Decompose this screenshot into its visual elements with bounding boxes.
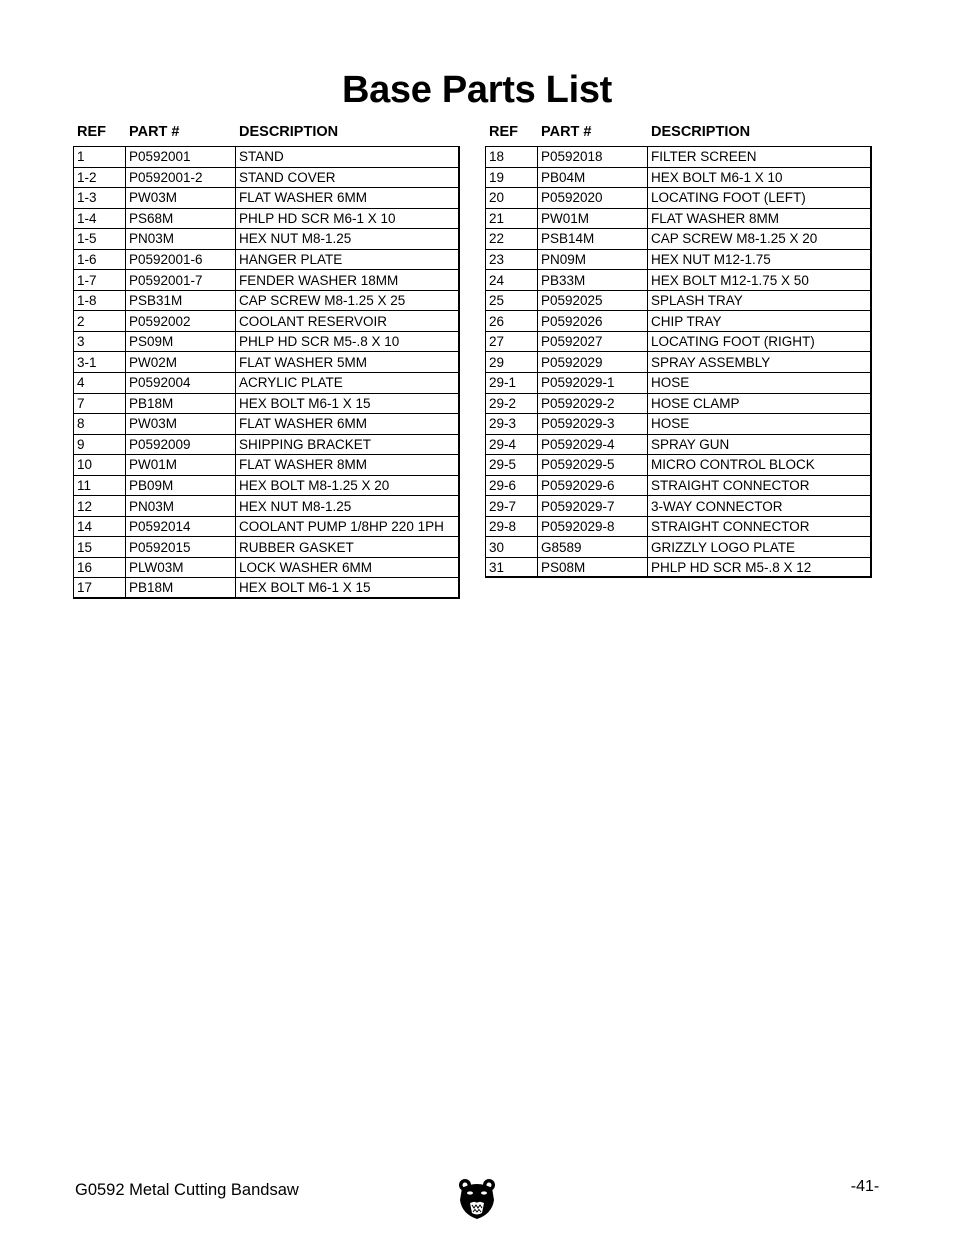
description-cell: RUBBER GASKET — [239, 539, 354, 555]
description-cell: FENDER WASHER 18MM — [239, 272, 399, 288]
ref-cell: 8 — [74, 414, 126, 434]
header-part-number: PART # — [129, 124, 180, 140]
part-number-cell: PN03M — [126, 229, 236, 249]
header-ref: REF — [489, 124, 518, 140]
description-cell: FLAT WASHER 8MM — [239, 457, 368, 473]
description-cell: HEX NUT M12-1.75 — [651, 252, 771, 267]
page-title: Base Parts List — [341, 69, 613, 111]
description-cell: ACRYLIC PLATE — [239, 375, 343, 391]
description-cell: HOSE — [651, 416, 690, 432]
part-number-cell: PW01M — [126, 455, 236, 475]
table-row — [486, 168, 870, 189]
part-number-cell: PN03M — [126, 496, 236, 516]
description-cell: SPRAY GUN — [651, 436, 730, 452]
description-cell: 3-WAY CONNECTOR — [651, 498, 783, 514]
ref-cell: 1-7 — [74, 270, 126, 290]
part-number-cell: PS08M — [538, 558, 648, 577]
description-cell: FILTER SCREEN — [651, 149, 757, 165]
ref-cell: 30 — [486, 537, 538, 557]
ref-cell: 19 — [486, 168, 538, 188]
header-description: DESCRIPTION — [239, 124, 339, 140]
table-row — [74, 229, 458, 250]
description-cell: LOCK WASHER 6MM — [239, 560, 373, 576]
parts-grid — [485, 146, 872, 578]
description-cell: STRAIGHT CONNECTOR — [651, 519, 810, 535]
table-row — [74, 250, 458, 271]
part-number-cell: PLW03M — [126, 558, 236, 578]
ref-cell: 29-1 — [486, 373, 538, 393]
table-row — [486, 394, 870, 415]
part-number-cell: P0592029-1 — [538, 373, 648, 393]
part-number-cell: G8589 — [538, 537, 648, 557]
table-row — [486, 188, 870, 209]
part-number-cell: PB09M — [126, 476, 236, 496]
part-number-cell: PW03M — [126, 188, 236, 208]
table-row — [74, 209, 458, 230]
table-row — [74, 394, 458, 415]
table-row — [74, 537, 458, 558]
table-row — [74, 476, 458, 497]
table-row — [74, 578, 458, 599]
table-row — [486, 476, 870, 497]
part-number-cell: P0592029-2 — [538, 394, 648, 414]
ref-cell: 20 — [486, 188, 538, 208]
description-cell: STAND — [239, 149, 284, 165]
ref-cell: 16 — [74, 558, 126, 578]
ref-cell: 26 — [486, 311, 538, 331]
header-ref: REF — [77, 124, 106, 140]
part-number-cell: P0592029-4 — [538, 435, 648, 455]
table-row — [74, 311, 458, 332]
part-number-cell: P0592025 — [538, 291, 648, 311]
header-description: DESCRIPTION — [651, 124, 751, 140]
description-cell: HEX NUT M8-1.25 — [239, 231, 352, 247]
description-cell: SHIPPING BRACKET — [239, 436, 372, 452]
ref-cell: 29-4 — [486, 435, 538, 455]
table-row — [74, 496, 458, 517]
table-row — [486, 209, 870, 230]
header-part-number: PART # — [541, 124, 592, 140]
description-cell: FLAT WASHER 8MM — [651, 210, 780, 226]
table-row — [486, 270, 870, 291]
table-header-row — [485, 123, 872, 146]
part-number-cell: PW01M — [538, 209, 648, 229]
ref-cell: 29-5 — [486, 455, 538, 475]
table-row — [74, 373, 458, 394]
part-number-cell: P0592002 — [126, 311, 236, 331]
part-number-cell: P0592027 — [538, 332, 648, 352]
ref-cell: 2 — [74, 311, 126, 331]
description-cell: HEX BOLT M6-1 X 10 — [651, 169, 783, 185]
table-row — [486, 435, 870, 456]
table-row — [74, 332, 458, 353]
table-row — [486, 291, 870, 312]
description-cell: LOCATING FOOT (RIGHT) — [651, 334, 815, 350]
description-cell: HEX BOLT M6-1 X 15 — [239, 395, 371, 411]
part-number-cell: P0592014 — [126, 517, 236, 537]
description-cell: PHLP HD SCR M6-1 X 10 — [239, 210, 396, 226]
ref-cell: 29 — [486, 352, 538, 372]
parts-grid — [73, 146, 460, 599]
ref-cell: 14 — [74, 517, 126, 537]
part-number-cell: P0592026 — [538, 311, 648, 331]
table-row — [74, 517, 458, 538]
part-number-cell: P0592001-7 — [126, 270, 236, 290]
table-row — [74, 291, 458, 312]
part-number-cell: P0592018 — [538, 147, 648, 167]
parts-table-right — [485, 123, 872, 578]
part-number-cell: PSB31M — [126, 291, 236, 311]
description-cell: STRAIGHT CONNECTOR — [651, 478, 810, 494]
part-number-cell: PW02M — [126, 352, 236, 372]
description-cell: SPLASH TRAY — [651, 293, 743, 309]
part-number-cell: PS09M — [126, 332, 236, 352]
ref-cell: 21 — [486, 209, 538, 229]
description-cell: GRIZZLY LOGO PLATE — [651, 539, 796, 555]
ref-cell: 22 — [486, 229, 538, 249]
description-cell: HEX BOLT M8-1.25 X 20 — [239, 478, 390, 494]
table-row — [74, 168, 458, 189]
grizzly-bear-icon — [458, 1178, 496, 1220]
description-cell: FLAT WASHER 6MM — [239, 416, 368, 432]
ref-cell: 3-1 — [74, 352, 126, 372]
ref-cell: 3 — [74, 332, 126, 352]
description-cell: SPRAY ASSEMBLY — [651, 354, 771, 370]
table-row — [486, 311, 870, 332]
ref-cell: 25 — [486, 291, 538, 311]
ref-cell: 29-8 — [486, 517, 538, 537]
description-cell: CAP SCREW M8-1.25 X 20 — [651, 231, 818, 247]
description-cell: PHLP HD SCR M5-.8 X 10 — [239, 334, 400, 350]
part-number-cell: P0592029 — [538, 352, 648, 372]
table-row — [74, 188, 458, 209]
part-number-cell: P0592009 — [126, 435, 236, 455]
description-cell: HANGER PLATE — [239, 252, 343, 267]
part-number-cell: P0592015 — [126, 537, 236, 557]
ref-cell: 4 — [74, 373, 126, 393]
table-row — [74, 455, 458, 476]
table-row — [486, 537, 870, 558]
ref-cell: 1-5 — [74, 229, 126, 249]
part-number-cell: PSB14M — [538, 229, 648, 249]
description-cell: FLAT WASHER 5MM — [239, 354, 368, 370]
table-header-row — [73, 123, 460, 146]
table-row — [486, 332, 870, 353]
description-cell: FLAT WASHER 6MM — [239, 190, 368, 206]
ref-cell: 11 — [74, 476, 126, 496]
ref-cell: 1-2 — [74, 168, 126, 188]
page-number: -41- — [850, 1178, 880, 1195]
part-number-cell: P0592029-7 — [538, 496, 648, 516]
description-cell: COOLANT PUMP 1/8HP 220 1PH — [239, 519, 444, 535]
description-cell: HEX BOLT M6-1 X 15 — [239, 580, 371, 596]
part-number-cell: P0592020 — [538, 188, 648, 208]
ref-cell: 23 — [486, 250, 538, 270]
table-row — [74, 414, 458, 435]
part-number-cell: P0592001 — [126, 147, 236, 167]
table-row — [74, 558, 458, 579]
ref-cell: 24 — [486, 270, 538, 290]
table-row — [74, 270, 458, 291]
table-row — [74, 147, 458, 168]
part-number-cell: PB18M — [126, 578, 236, 597]
description-cell: COOLANT RESERVOIR — [239, 313, 388, 329]
ref-cell: 29-6 — [486, 476, 538, 496]
part-number-cell: PB18M — [126, 394, 236, 414]
ref-cell: 17 — [74, 578, 126, 597]
ref-cell: 31 — [486, 558, 538, 577]
ref-cell: 1 — [74, 147, 126, 167]
table-row — [74, 352, 458, 373]
ref-cell: 1-8 — [74, 291, 126, 311]
table-row — [486, 147, 870, 168]
description-cell: CHIP TRAY — [651, 313, 722, 329]
part-number-cell: PB04M — [538, 168, 648, 188]
description-cell: HEX NUT M8-1.25 — [239, 498, 352, 514]
ref-cell: 1-6 — [74, 250, 126, 270]
ref-cell: 1-4 — [74, 209, 126, 229]
ref-cell: 9 — [74, 435, 126, 455]
description-cell: MICRO CONTROL BLOCK — [651, 457, 815, 473]
part-number-cell: P0592001-6 — [126, 250, 236, 270]
part-number-cell: PW03M — [126, 414, 236, 434]
ref-cell: 1-3 — [74, 188, 126, 208]
table-row — [486, 414, 870, 435]
part-number-cell: P0592029-3 — [538, 414, 648, 434]
table-row — [486, 373, 870, 394]
description-cell: HEX BOLT M12-1.75 X 50 — [651, 272, 809, 288]
table-row — [486, 517, 870, 538]
part-number-cell: P0592029-8 — [538, 517, 648, 537]
table-row — [486, 558, 870, 579]
part-number-cell: PS68M — [126, 209, 236, 229]
part-number-cell: PN09M — [538, 250, 648, 270]
ref-cell: 10 — [74, 455, 126, 475]
description-cell: CAP SCREW M8-1.25 X 25 — [239, 293, 406, 309]
parts-table-left — [73, 123, 460, 599]
ref-cell: 29-7 — [486, 496, 538, 516]
part-number-cell: PB33M — [538, 270, 648, 290]
description-cell: LOCATING FOOT (LEFT) — [651, 190, 806, 206]
table-row — [486, 455, 870, 476]
description-cell: STAND COVER — [239, 169, 336, 185]
part-number-cell: P0592029-5 — [538, 455, 648, 475]
table-row — [74, 435, 458, 456]
table-row — [486, 352, 870, 373]
part-number-cell: P0592001-2 — [126, 168, 236, 188]
table-row — [486, 496, 870, 517]
ref-cell: 15 — [74, 537, 126, 557]
footer-model-name: G0592 Metal Cutting Bandsaw — [75, 1181, 299, 1199]
ref-cell: 29-2 — [486, 394, 538, 414]
ref-cell: 29-3 — [486, 414, 538, 434]
description-cell: HOSE CLAMP — [651, 395, 740, 411]
part-number-cell: P0592004 — [126, 373, 236, 393]
table-row — [486, 250, 870, 271]
table-row — [486, 229, 870, 250]
ref-cell: 7 — [74, 394, 126, 414]
ref-cell: 27 — [486, 332, 538, 352]
part-number-cell: P0592029-6 — [538, 476, 648, 496]
description-cell: PHLP HD SCR M5-.8 X 12 — [651, 559, 812, 575]
ref-cell: 18 — [486, 147, 538, 167]
ref-cell: 12 — [74, 496, 126, 516]
description-cell: HOSE — [651, 375, 690, 391]
